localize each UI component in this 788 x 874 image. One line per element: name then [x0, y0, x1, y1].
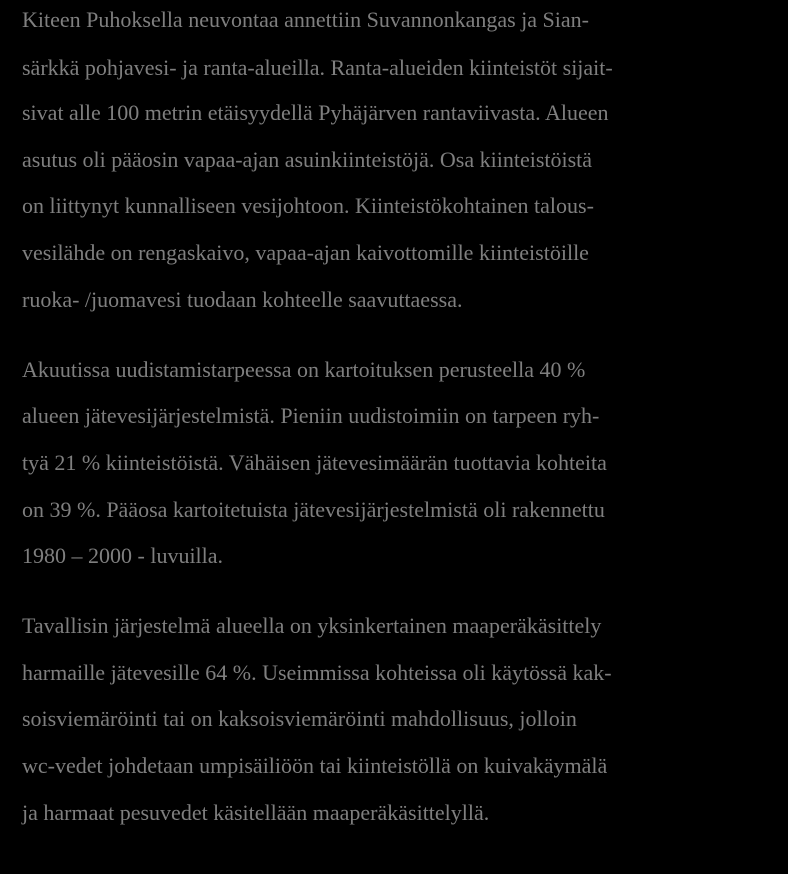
- text-line: asutus oli pääosin vapaa-ajan asuinkiinteistöjä. Osa kiinteistöistä: [22, 147, 593, 172]
- text-line: alueen jätevesijärjestelmistä. Pieniin uudistoimiin on tarpeen ryh-: [22, 403, 600, 428]
- text-line: 1980 – 2000 - luvuilla.: [22, 543, 224, 568]
- text-line: Kiteen Puhoksella neuvontaa annettiin Suvannonkangas ja Sian-: [22, 7, 589, 32]
- text-line: särkkä pohjavesi- ja ranta-alueilla. Ranta-alueiden kiinteistöt sijait-: [22, 55, 613, 80]
- text-line: vesilähde on rengaskaivo, vapaa-ajan kaivottomille kiinteistöille: [22, 240, 589, 265]
- text-line: Tavallisin järjestelmä alueella on yksinkertainen maaperäkäsittely: [22, 613, 602, 638]
- text-line: ja harmaat pesuvedet käsitellään maaperäkäsittelyllä.: [22, 800, 490, 825]
- text-line: sivat alle 100 metrin etäisyydellä Pyhäjärven rantaviivasta. Alueen: [22, 100, 609, 125]
- text-line: ruoka- /juomavesi tuodaan kohteelle saavuttaessa.: [22, 287, 463, 312]
- text-line: Akuutissa uudistamistarpeessa on kartoituksen perusteella 40 %: [22, 357, 586, 382]
- text-line: on liittynyt kunnalliseen vesijohtoon. Kiinteistökohtainen talous-: [22, 193, 594, 218]
- text-line: harmaille jätevesille 64 %. Useimmissa kohteissa oli käytössä kak-: [22, 660, 612, 685]
- text-line: soisviemäröinti tai on kaksoisviemäröinti mahdollisuus, jolloin: [22, 706, 577, 731]
- text-line: wc-vedet johdetaan umpisäiliöön tai kiinteistöllä on kuivakäymälä: [22, 753, 608, 778]
- text-line: on 39 %. Pääosa kartoitetuista jätevesijärjestelmistä oli rakennettu: [22, 497, 605, 522]
- text-line: tyä 21 % kiinteistöistä. Vähäisen jätevesimäärän tuottavia kohteita: [22, 450, 607, 475]
